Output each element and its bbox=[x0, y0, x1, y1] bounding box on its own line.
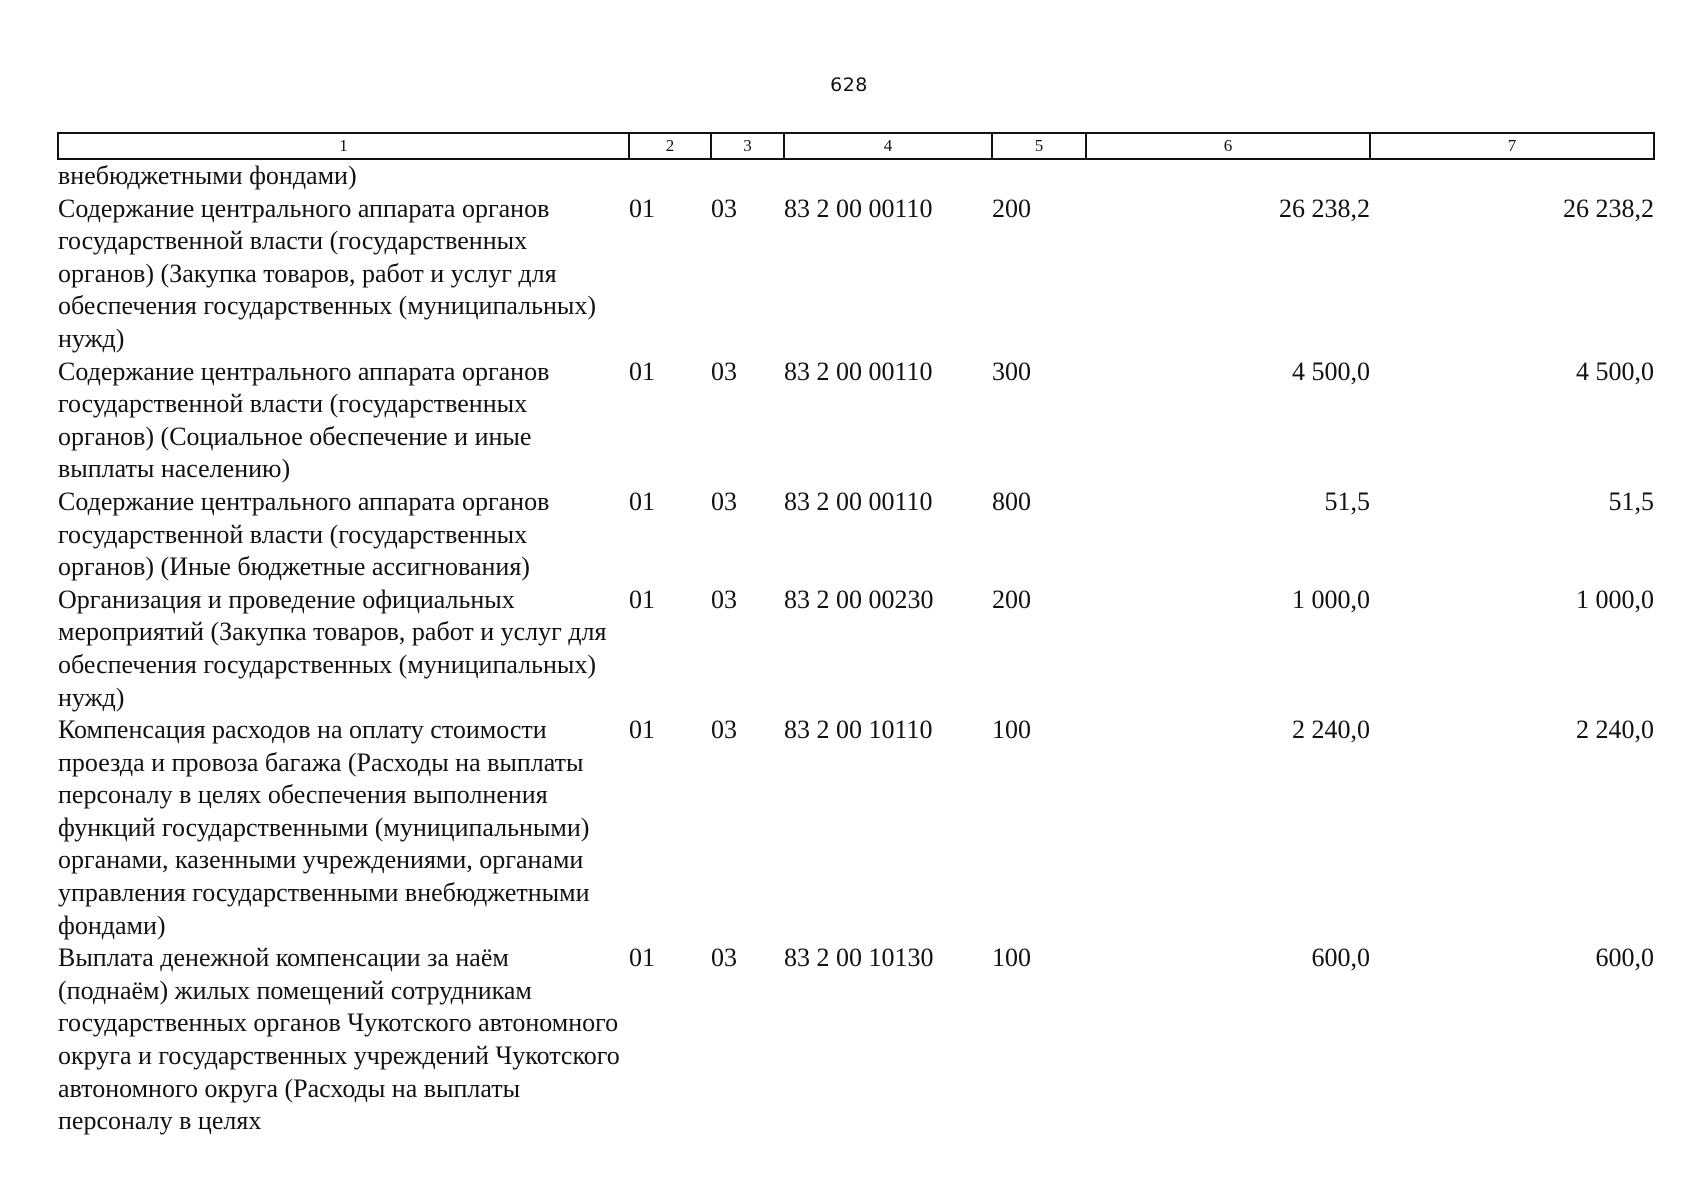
target-article-code: 83 2 00 00110 bbox=[784, 356, 933, 386]
table-row bbox=[58, 356, 1654, 486]
expense-name: Содержание центрального аппарата органов государственной власти (государственных органов) (Иные бюджетные ассигнования) bbox=[58, 486, 550, 582]
continuation-row bbox=[58, 159, 1654, 193]
amount-column-6: 4 500,0 bbox=[1292, 356, 1370, 386]
expense-name: Содержание центрального аппарата органов государственной власти (государственных органов) (Закупка товаров, работ и услуг для обеспечения государственных (муниципальных) нужд) bbox=[58, 193, 597, 353]
amount-column-6: 51,5 bbox=[1324, 486, 1370, 516]
table-row bbox=[58, 584, 1654, 714]
amount-column-6: 26 238,2 bbox=[1279, 193, 1370, 223]
table-row bbox=[58, 942, 1654, 1138]
section-code: 01 bbox=[629, 715, 655, 745]
section-code: 01 bbox=[629, 193, 655, 223]
target-article-code: 83 2 00 00230 bbox=[784, 584, 934, 614]
column-number-6: 6 bbox=[1086, 133, 1370, 159]
subsection-code: 03 bbox=[711, 193, 737, 223]
amount-column-7: 2 240,0 bbox=[1576, 715, 1654, 745]
expense-name: Содержание центрального аппарата органов государственной власти (государственных органов) (Социальное обеспечение и иные выплаты населению) bbox=[58, 356, 550, 484]
column-number-5: 5 bbox=[992, 133, 1086, 159]
budget-table bbox=[57, 132, 1655, 1138]
subsection-code: 03 bbox=[711, 486, 737, 516]
table-row bbox=[58, 486, 1654, 584]
amount-column-7: 600,0 bbox=[1595, 943, 1654, 973]
amount-column-7: 51,5 bbox=[1608, 486, 1654, 516]
subsection-code: 03 bbox=[711, 356, 737, 386]
column-number-2: 2 bbox=[629, 133, 711, 159]
expense-type-code: 800 bbox=[992, 486, 1031, 516]
column-number-header-row bbox=[58, 133, 1654, 159]
expense-name: Выплата денежной компенсации за наём (поднаём) жилых помещений сотрудникам государственных органов Чукотского автономного округа и государственных учреждений Чукотского автономного округа (Расходы на выплаты персоналу в целях bbox=[58, 943, 620, 1136]
continuation-text: внебюджетными фондами) bbox=[58, 161, 357, 190]
amount-column-7: 1 000,0 bbox=[1576, 584, 1654, 614]
amount-column-7: 26 238,2 bbox=[1563, 193, 1654, 223]
amount-column-6: 600,0 bbox=[1311, 943, 1370, 973]
expense-type-code: 100 bbox=[992, 715, 1031, 745]
table-row bbox=[58, 714, 1654, 942]
expense-type-code: 300 bbox=[992, 356, 1031, 386]
target-article-code: 83 2 00 10110 bbox=[784, 715, 933, 745]
section-code: 01 bbox=[629, 943, 655, 973]
subsection-code: 03 bbox=[711, 584, 737, 614]
section-code: 01 bbox=[629, 356, 655, 386]
subsection-code: 03 bbox=[711, 943, 737, 973]
expense-type-code: 100 bbox=[992, 943, 1031, 973]
section-code: 01 bbox=[629, 584, 655, 614]
page-number: 628 bbox=[830, 74, 868, 96]
expense-name: Организация и проведение официальных мероприятий (Закупка товаров, работ и услуг для обеспечения государственных (муниципальных) нужд) bbox=[58, 584, 607, 712]
amount-column-6: 1 000,0 bbox=[1292, 584, 1370, 614]
target-article-code: 83 2 00 10130 bbox=[784, 943, 934, 973]
table-row bbox=[58, 193, 1654, 356]
target-article-code: 83 2 00 00110 bbox=[784, 193, 933, 223]
expense-type-code: 200 bbox=[992, 584, 1031, 614]
column-number-1: 1 bbox=[58, 133, 629, 159]
expense-type-code: 200 bbox=[992, 193, 1031, 223]
column-number-7: 7 bbox=[1370, 133, 1654, 159]
column-number-3: 3 bbox=[711, 133, 784, 159]
target-article-code: 83 2 00 00110 bbox=[784, 486, 933, 516]
column-number-4: 4 bbox=[784, 133, 992, 159]
amount-column-6: 2 240,0 bbox=[1292, 715, 1370, 745]
expense-name: Компенсация расходов на оплату стоимости проезда и провоза багажа (Расходы на выплаты персоналу в целях обеспечения выполнения функций государственными (муниципальными) органами, казенными учреждениями, органами управления государственными внебюджетными фондами) bbox=[58, 715, 590, 940]
section-code: 01 bbox=[629, 486, 655, 516]
amount-column-7: 4 500,0 bbox=[1576, 356, 1654, 386]
subsection-code: 03 bbox=[711, 715, 737, 745]
